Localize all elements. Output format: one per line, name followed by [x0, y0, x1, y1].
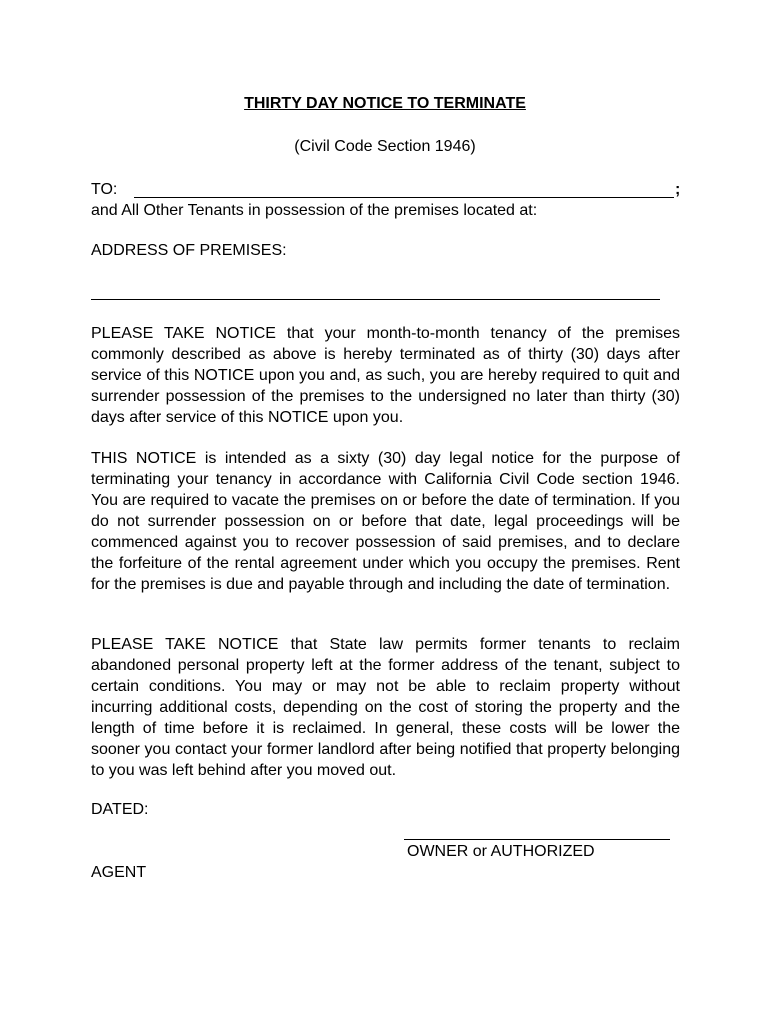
tenants-line: and All Other Tenants in possession of the premises located at: [91, 202, 538, 219]
paragraph-abandoned-property: PLEASE TAKE NOTICE that State law permits former tenants to reclaim abandoned personal property left at the former address of the tenant, subject to certain conditions. You may or may not be able to reclaim property without incurring additional costs, depending on the cost of storing the property and the length of time before it is reclaimed. In general, these costs will be lower the sooner you contact your former landlord after being notified that property belonging to you was left behind after you moved out. [91, 636, 680, 779]
paragraph-legal-notice: THIS NOTICE is intended as a sixty (30) day legal notice for the purpose of terminating your tenancy in accordance with California Civil Code section 1946. You are required to vacate the premises on or before the date of termination. If you do not surrender possession on or before that date, legal proceedings will be commenced against you to recover possession of said premises, and to declare the forfeiture of the rental agreement under which you occupy the premises. Rent for the premises is due and payable through and including the date of termination. [91, 450, 680, 593]
to-label: TO: [91, 181, 118, 198]
dated-label: DATED: [91, 801, 149, 818]
address-line[interactable] [91, 299, 660, 300]
signature-line[interactable] [404, 839, 670, 840]
document-subtitle: (Civil Code Section 1946) [294, 138, 476, 155]
agent-label: AGENT [91, 864, 147, 881]
to-line-terminator: ; [675, 181, 681, 198]
paragraph-termination: PLEASE TAKE NOTICE that your month-to-month tenancy of the premises commonly described as above is hereby terminated as of thirty (30) days after service of this NOTICE upon you and, as such, you are hereby required to quit and surrender possession of the premises to the undersigned no later than thirty (30) days after service of this NOTICE upon you. [91, 325, 680, 426]
address-label: ADDRESS OF PREMISES: [91, 242, 287, 259]
document-title: THIRTY DAY NOTICE TO TERMINATE [244, 95, 526, 112]
to-recipient-line[interactable] [134, 197, 674, 198]
signature-label: OWNER or AUTHORIZED [407, 843, 595, 860]
